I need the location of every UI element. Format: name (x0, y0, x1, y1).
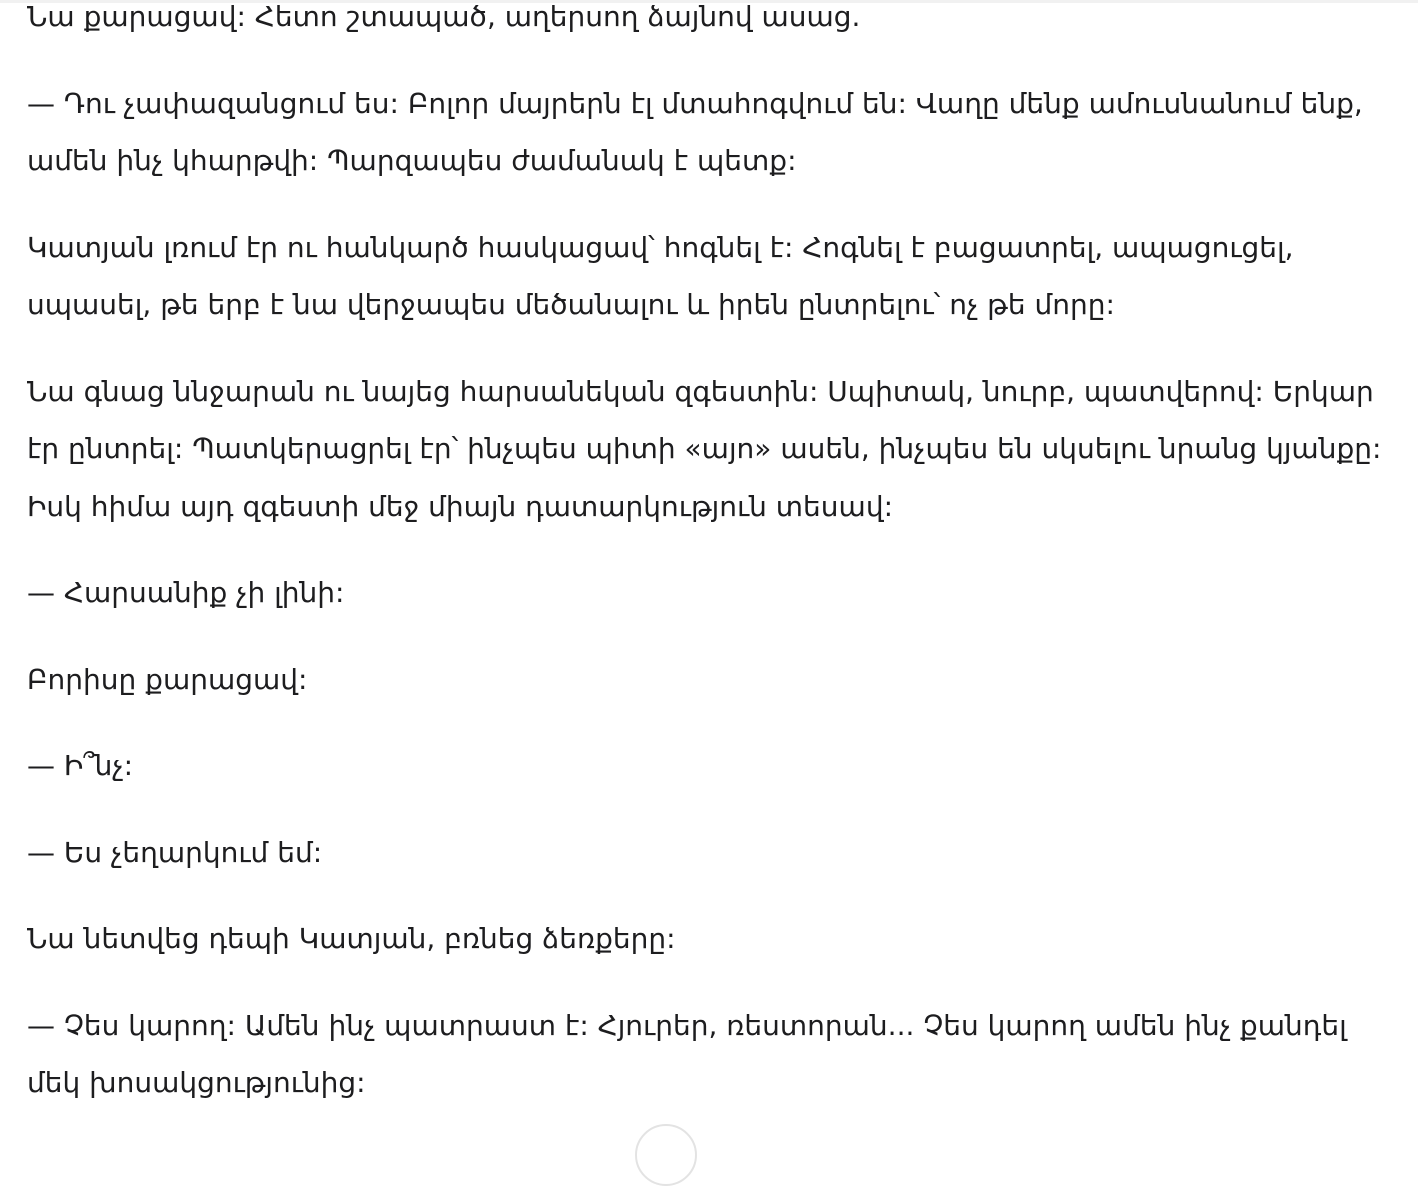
paragraph: Կատյան լռում էր ու հանկարծ հասկացավ՝ հոգնել է: Հոգնել է բացատրել, ապացուցել, սպասել, թե երբ է նա վերջապես մեծանալու և իրեն ընտրելու՝ ոչ թե մորը: (27, 230, 1294, 321)
article-body (27, 0, 1391, 1141)
paragraph: Բորիսը քարացավ: (27, 662, 308, 696)
paragraph: — Դու չափազանցում ես: Բոլոր մայրերն էլ մտահոգվում են: Վաղը մենք ամուսնանում ենք, ամեն ինչ կհարթվի: Պարզապես ժամանակ է պետք: (27, 86, 1363, 177)
paragraph: — Ես չեղարկում եմ: (27, 835, 323, 869)
paragraph: Նա նետվեց դեպի Կատյան, բռնեց ձեռքերը: (27, 922, 676, 955)
paragraph: — Ի՞նչ: (27, 749, 134, 782)
paragraph: — Չես կարող: Ամեն ինչ պատրաստ է: Հյուրեր, ռեստորան... Չես կարող ամեն ինչ քանդել մեկ խոսակցությունից: (27, 1008, 1347, 1099)
paragraph: Նա քարացավ: Հետո շտապած, աղերսող ձայնով ասաց. (27, 0, 861, 33)
paragraph: — Հարսանիք չի լինի: (27, 576, 345, 609)
paragraph: Նա գնաց ննջարան ու նայեց հարսանեկան զգեստին: Սպիտակ, նուրբ, պատվերով: Երկար էր ընտրել: Պատկերացրել էր՝ ինչպես պիտի «այո» ասեն, ինչպես են սկսելու նրանց կյանքը: Իսկ հիմա այդ զգեստի մեջ միայն դատարկություն տեսավ: (27, 374, 1382, 523)
scroll-nav-button[interactable] (635, 1124, 697, 1186)
